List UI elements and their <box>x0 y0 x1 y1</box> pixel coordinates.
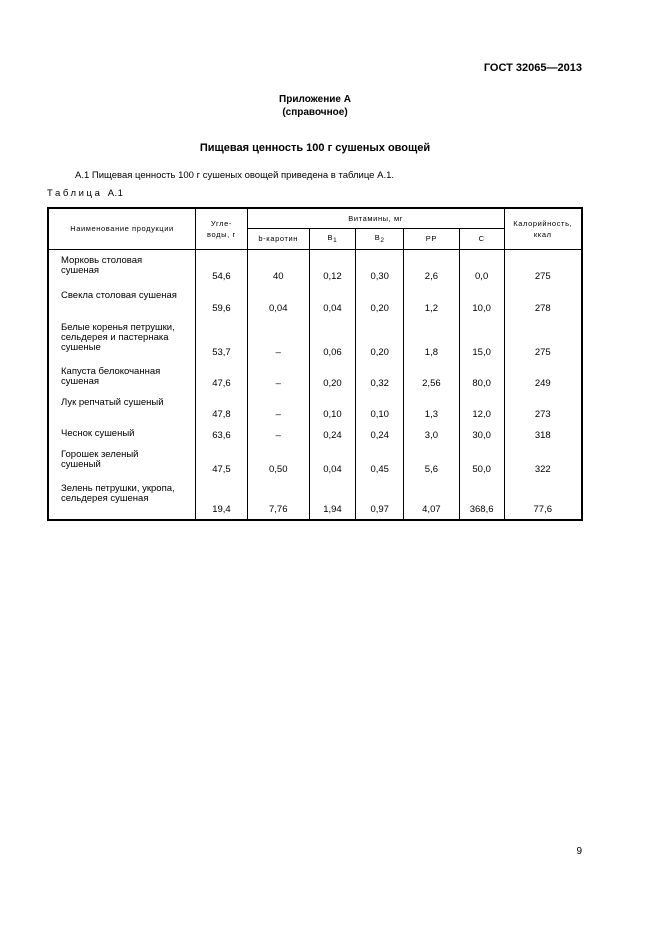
cell-carbs: 59,6 <box>196 286 248 318</box>
cell-name: Капуста белокочанная сушеная <box>48 362 196 393</box>
cell-c: 30,0 <box>459 424 504 445</box>
cell-b-carotene: – <box>247 362 309 393</box>
header-c: C <box>459 228 504 249</box>
cell-c: 368,6 <box>459 479 504 520</box>
cell-carbs: 47,8 <box>196 393 248 424</box>
table-row <box>48 249 582 286</box>
header-name: Наименование продукции <box>48 208 196 249</box>
cell-b-carotene: – <box>247 318 309 362</box>
annex-subtitle: (справочное) <box>282 107 348 118</box>
cell-carbs: 47,6 <box>196 362 248 393</box>
cell-c: 10,0 <box>459 286 504 318</box>
document-code: ГОСТ 32065—2013 <box>483 62 582 74</box>
annex-heading <box>0 93 630 119</box>
cell-b1: 0,06 <box>309 318 356 362</box>
cell-b1: 0,04 <box>309 286 356 318</box>
cell-name: Горошек зеленый сушеный <box>48 445 196 479</box>
cell-calories: 322 <box>504 445 582 479</box>
cell-name: Белые коренья петрушки, сельдерея и пастернака сушеные <box>48 318 196 362</box>
cell-b2: 0,10 <box>356 393 404 424</box>
annex-title: Приложение А <box>279 94 351 105</box>
cell-name: Свекла столовая сушеная <box>48 286 196 318</box>
cell-carbs: 53,7 <box>196 318 248 362</box>
cell-b-carotene: 0,04 <box>247 286 309 318</box>
cell-pp: 5,6 <box>404 445 460 479</box>
cell-name: Морковь столовая сушеная <box>48 249 196 286</box>
table-caption <box>47 188 123 199</box>
header-b1-subscript: 1 <box>333 236 338 244</box>
nutrition-table <box>47 207 583 521</box>
cell-b2: 0,30 <box>356 249 404 286</box>
cell-pp: 1,2 <box>404 286 460 318</box>
cell-b1: 0,10 <box>309 393 356 424</box>
cell-b1: 0,20 <box>309 362 356 393</box>
cell-carbs: 19,4 <box>196 479 248 520</box>
cell-pp: 1,8 <box>404 318 460 362</box>
intro-paragraph: А.1 Пищевая ценность 100 г сушеных овощей приведена в таблице А.1. <box>75 170 395 181</box>
cell-b-carotene: 0,50 <box>247 445 309 479</box>
cell-calories: 275 <box>504 318 582 362</box>
header-calories: Калорийность, ккал <box>504 208 582 249</box>
header-b2-subscript: 2 <box>380 236 385 244</box>
table-row <box>48 393 582 424</box>
header-b1-letter: B <box>327 232 334 242</box>
table-row <box>48 445 582 479</box>
cell-b-carotene: 40 <box>247 249 309 286</box>
cell-calories: 249 <box>504 362 582 393</box>
cell-carbs: 63,6 <box>196 424 248 445</box>
table-row <box>48 424 582 445</box>
cell-c: 12,0 <box>459 393 504 424</box>
cell-name: Чеснок сушеный <box>48 424 196 445</box>
cell-c: 80,0 <box>459 362 504 393</box>
page-number: 9 <box>576 846 582 857</box>
cell-pp: 2,56 <box>404 362 460 393</box>
page-title: Пищевая ценность 100 г сушеных овощей <box>199 142 431 154</box>
header-vitamins: Витамины, мг <box>247 208 504 228</box>
cell-b-carotene: – <box>247 424 309 445</box>
cell-b2: 0,45 <box>356 445 404 479</box>
cell-pp: 2,6 <box>404 249 460 286</box>
cell-b2: 0,20 <box>356 286 404 318</box>
cell-calories: 77,6 <box>504 479 582 520</box>
cell-pp: 3,0 <box>404 424 460 445</box>
cell-b1: 0,04 <box>309 445 356 479</box>
table-row <box>48 286 582 318</box>
header-b-carotene: b-каротин <box>247 228 309 249</box>
header-b2-letter: B <box>374 232 381 242</box>
cell-name: Зелень петрушки, укропа, сельдерея сушеная <box>48 479 196 520</box>
cell-b2: 0,97 <box>356 479 404 520</box>
cell-calories: 278 <box>504 286 582 318</box>
cell-carbs: 47,5 <box>196 445 248 479</box>
cell-b2: 0,24 <box>356 424 404 445</box>
cell-calories: 318 <box>504 424 582 445</box>
table-row <box>48 362 582 393</box>
cell-carbs: 54,6 <box>196 249 248 286</box>
cell-calories: 275 <box>504 249 582 286</box>
table-caption-word: Таблица <box>47 188 103 199</box>
cell-c: 15,0 <box>459 318 504 362</box>
cell-b-carotene: – <box>247 393 309 424</box>
header-b2 <box>356 228 404 249</box>
table-row <box>48 318 582 362</box>
cell-b1: 0,12 <box>309 249 356 286</box>
cell-c: 0,0 <box>459 249 504 286</box>
cell-b2: 0,20 <box>356 318 404 362</box>
cell-b2: 0,32 <box>356 362 404 393</box>
table-row <box>48 479 582 520</box>
header-b1 <box>309 228 356 249</box>
cell-pp: 4,07 <box>404 479 460 520</box>
cell-name: Лук репчатый сушеный <box>48 393 196 424</box>
header-pp: PP <box>404 228 460 249</box>
cell-b1: 0,24 <box>309 424 356 445</box>
cell-pp: 1,3 <box>404 393 460 424</box>
cell-b-carotene: 7,76 <box>247 479 309 520</box>
cell-b1: 1,94 <box>309 479 356 520</box>
cell-calories: 273 <box>504 393 582 424</box>
table-caption-number: А.1 <box>107 188 124 199</box>
header-carbs: Угле-воды, г <box>196 208 248 249</box>
cell-c: 50,0 <box>459 445 504 479</box>
